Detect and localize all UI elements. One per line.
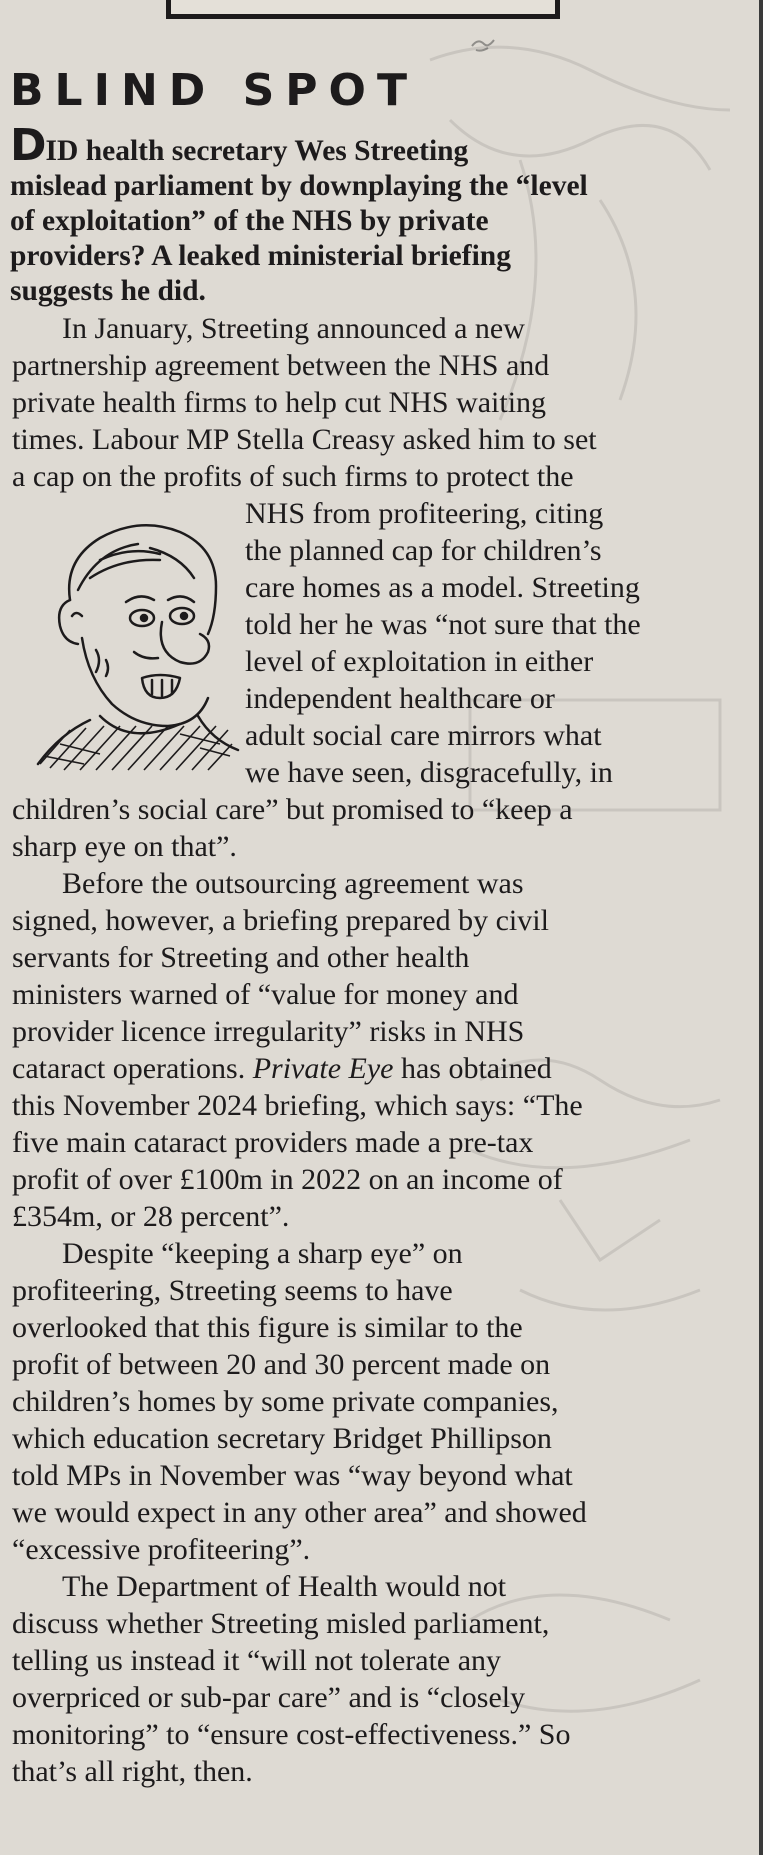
text-line: we have seen, disgracefully, in — [245, 756, 613, 789]
text-run: has obtained — [393, 1052, 552, 1085]
text-line: signed, however, a briefing prepared by civil — [12, 904, 549, 937]
paragraph-1-intro — [12, 310, 757, 495]
page-edge-rule — [759, 0, 763, 1855]
paragraph-3 — [12, 1235, 757, 1568]
text-line — [12, 1050, 757, 1087]
text-line: £354m, or 28 percent”. — [12, 1200, 290, 1233]
text-line: monitoring” to “ensure cost-effectiveness.” So — [12, 1718, 571, 1751]
text-line: care homes as a model. Streeting — [245, 571, 640, 604]
standfirst-line: mislead parliament by downplaying the “level — [10, 170, 588, 202]
text-line: which education secretary Bridget Phillipson — [12, 1422, 552, 1455]
standfirst-line: providers? A leaked ministerial briefing — [10, 240, 511, 272]
standfirst — [10, 120, 755, 309]
text-line: provider licence irregularity” risks in NHS — [12, 1015, 525, 1048]
text-line: a cap on the profits of such firms to protect the — [12, 460, 574, 493]
text-line: profit of between 20 and 30 percent made on — [12, 1348, 551, 1381]
text-line: sharp eye on that”. — [12, 830, 237, 863]
text-line: NHS from profiteering, citing — [245, 497, 604, 530]
text-run: cataract operations. — [12, 1052, 246, 1085]
text-line: telling us instead it “will not tolerate any — [12, 1644, 502, 1677]
text-line: servants for Streeting and other health — [12, 941, 470, 974]
publication-name: Private Eye — [252, 1052, 394, 1085]
paragraph-1-end — [12, 791, 757, 865]
text-line: ministers warned of “value for money and — [12, 978, 519, 1011]
previous-article-box — [166, 0, 560, 19]
text-line: discuss whether Streeting misled parliament, — [12, 1607, 550, 1640]
text-line: profit of over £100m in 2022 on an income of — [12, 1163, 563, 1196]
section-title: BLIND SPOT — [10, 65, 418, 116]
text-line: children’s homes by some private companies, — [12, 1385, 559, 1418]
text-line: profiteering, Streeting seems to have — [12, 1274, 453, 1307]
text-line: overpriced or sub-par care” and is “closely — [12, 1681, 526, 1714]
text-line: the planned cap for children’s — [245, 534, 602, 567]
text-line: we would expect in any other area” and showed — [12, 1496, 587, 1529]
paragraph-4 — [12, 1568, 757, 1790]
text-line: times. Labour MP Stella Creasy asked him to set — [12, 423, 597, 456]
text-line: five main cataract providers made a pre-tax — [12, 1126, 534, 1159]
text-line: Despite “keeping a sharp eye” on — [62, 1237, 463, 1270]
text-line: this November 2024 briefing, which says: “The — [12, 1089, 583, 1122]
ink-smudge — [470, 36, 496, 54]
text-line: The Department of Health would not — [62, 1570, 507, 1603]
text-line: adult social care mirrors what — [245, 719, 602, 752]
text-line: Before the outsourcing agreement was — [62, 867, 524, 900]
text-line: told her he was “not sure that the — [245, 608, 641, 641]
text-line: partnership agreement between the NHS and — [12, 349, 550, 382]
drop-cap: D — [10, 120, 46, 171]
text-line: In January, Streeting announced a new — [62, 312, 525, 345]
text-line: “excessive profiteering”. — [12, 1533, 311, 1566]
standfirst-line: ID health secretary Wes Streeting — [45, 135, 469, 167]
caricature-cartoon-icon — [30, 520, 240, 772]
text-line: that’s all right, then. — [12, 1755, 253, 1788]
paragraph-2 — [12, 865, 757, 1235]
text-line: told MPs in November was “way beyond what — [12, 1459, 573, 1492]
text-line: independent healthcare or — [245, 682, 555, 715]
text-line: private health firms to help cut NHS waiting — [12, 386, 547, 419]
text-line: level of exploitation in either — [245, 645, 594, 678]
text-line: overlooked that this figure is similar to the — [12, 1311, 523, 1344]
paragraph-1-wrap — [245, 495, 745, 791]
text-line: children’s social care” but promised to “keep a — [12, 793, 573, 826]
standfirst-line: suggests he did. — [10, 275, 206, 307]
standfirst-line: of exploitation” of the NHS by private — [10, 205, 489, 237]
